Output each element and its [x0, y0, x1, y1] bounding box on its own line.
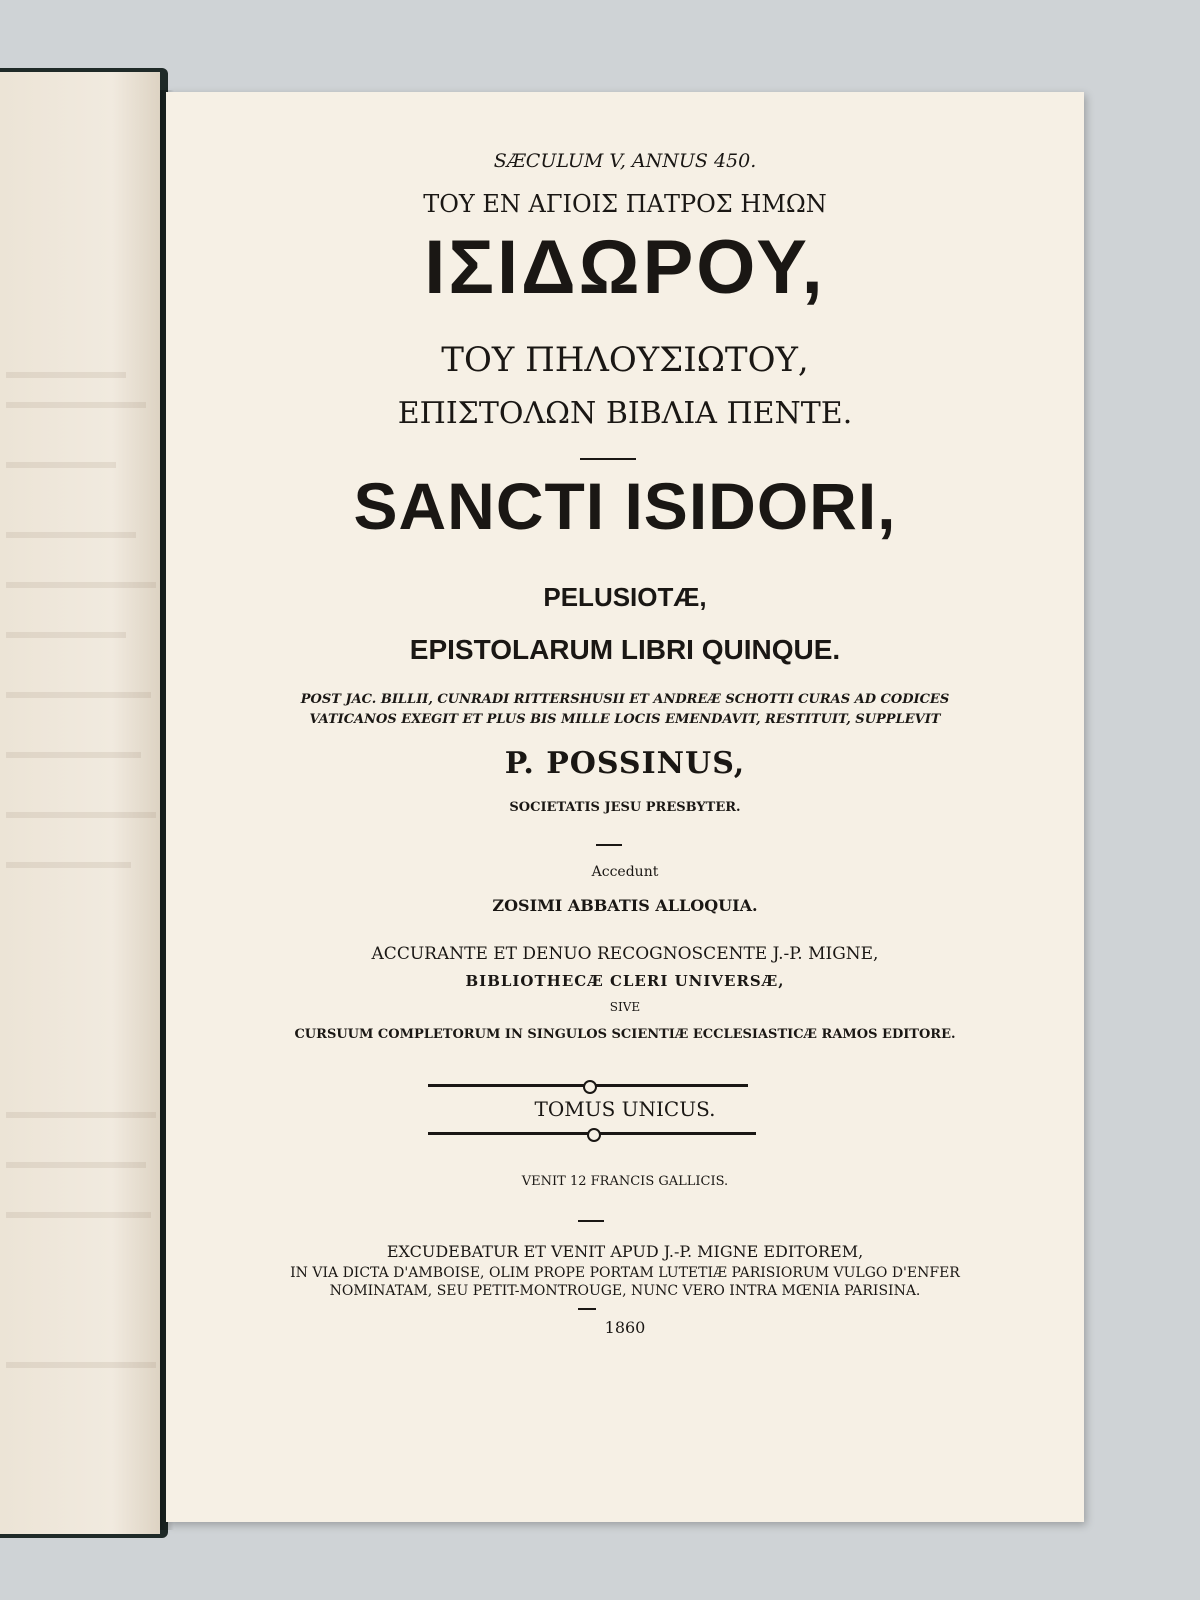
price-line: VENIT 12 FRANCIS GALLICIS.	[521, 1174, 729, 1189]
show-through-line	[6, 692, 151, 698]
small-dash	[578, 1308, 596, 1310]
cursuum-line: CURSUUM COMPLETORUM IN SINGULOS SCIENTIÆ ECCLESIASTICÆ RAMOS EDITORE.	[294, 1027, 956, 1042]
greek-origin: ΤΟΥ ΠΗΛΟΥΣΙΩΤΟΥ,	[441, 340, 809, 380]
century-line: SÆCULUM V, ANNUS 450.	[493, 150, 757, 172]
show-through-line	[6, 372, 126, 378]
show-through-line	[6, 862, 131, 868]
year-line: 1860	[604, 1318, 646, 1337]
show-through-line	[6, 632, 126, 638]
appendix-title: ZOSIMI ABBATIS ALLOQUIA.	[492, 896, 758, 915]
show-through-line	[6, 1162, 146, 1168]
latin-subtitle: EPISTOLARUM LIBRI QUINQUE.	[409, 634, 841, 665]
bibliotheca-line: BIBLIOTHECÆ CLERI UNIVERSÆ,	[465, 972, 785, 990]
show-through-line	[6, 752, 141, 758]
editor-name: P. POSSINUS,	[504, 746, 746, 781]
small-dash	[596, 844, 622, 846]
show-through-line	[6, 582, 156, 588]
greek-subtitle: ΕΠΙΣΤΟΛΩΝ ΒΙΒΛΙΑ ΠΕΝΤΕ.	[397, 396, 853, 431]
show-through-line	[6, 1112, 156, 1118]
editorial-note-line-1: POST JAC. BILLII, CUNRADI RITTERSHUSII ET ANDREÆ SCHOTTI CURAS AD CODICES	[300, 692, 950, 707]
greek-intro: ΤΟΥ ΕΝ ΑΓΙΟΙΣ ΠΑΤΡΟΣ ΗΜΩΝ	[423, 190, 827, 218]
greek-name: ΙΣΙΔΩΡΟΥ,	[424, 225, 826, 310]
latin-origin: PELUSIOTÆ,	[543, 582, 707, 612]
show-through-line	[6, 1362, 156, 1368]
sive-line: SIVE	[609, 1000, 641, 1014]
section-rule	[580, 458, 636, 460]
editor-role: SOCIETATIS JESU PRESBYTER.	[509, 800, 741, 815]
ornament-rule-top	[428, 1084, 748, 1087]
show-through-line	[6, 1212, 151, 1218]
small-dash	[578, 1220, 604, 1222]
show-through-line	[6, 812, 156, 818]
title-page	[166, 92, 1084, 1522]
ornament-rule-bottom	[428, 1132, 756, 1135]
show-through-line	[6, 462, 116, 468]
accedunt-label: Accedunt	[591, 864, 659, 880]
left-page	[0, 72, 160, 1534]
imprint-line-1: EXCUDEBATUR ET VENIT APUD J.-P. MIGNE EDITOREM,	[386, 1242, 864, 1261]
show-through-line	[6, 532, 136, 538]
curator-line: ACCURANTE ET DENUO RECOGNOSCENTE J.-P. MIGNE,	[371, 944, 879, 964]
imprint-line-2: IN VIA DICTA D'AMBOISE, OLIM PROPE PORTAM LUTETIÆ PARISIORUM VULGO D'ENFER	[290, 1265, 960, 1281]
imprint-line-3: NOMINATAM, SEU PETIT-MONTROUGE, NUNC VERO INTRA MŒNIA PARISINA.	[329, 1283, 921, 1299]
tomus-line: TOMUS UNICUS.	[534, 1097, 716, 1121]
editorial-note-line-2: VATICANOS EXEGIT ET PLUS BIS MILLE LOCIS EMENDAVIT, RESTITUIT, SUPPLEVIT	[309, 712, 941, 727]
show-through-line	[6, 402, 146, 408]
latin-name: SANCTI ISIDORI,	[353, 469, 897, 543]
